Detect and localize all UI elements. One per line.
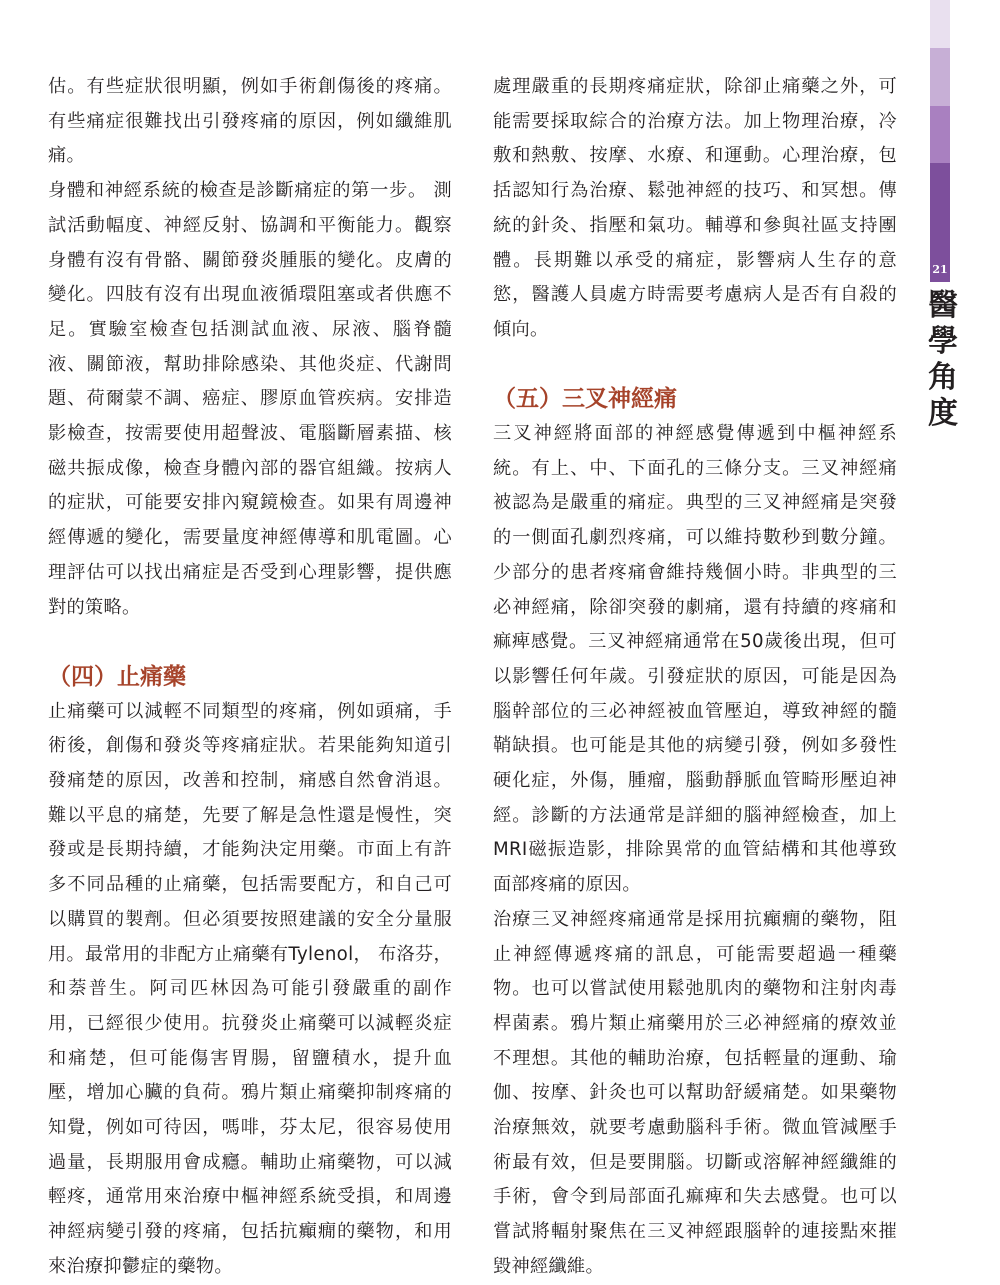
section-color-tab — [930, 0, 950, 258]
page-number: 21 — [930, 258, 950, 282]
paragraph-intro: 估。有些症狀很明顯，例如手術創傷後的疼痛。有些痛症很難找出引發疼痛的原因，例如纖維肌痛。 — [48, 76, 452, 167]
section-title-vertical: 醫學角度 — [928, 288, 958, 431]
tab-segment-lavender — [930, 48, 950, 106]
paragraph-combined-treatment: 處理嚴重的長期疼痛症狀，除卻止痛藥之外，可能需要採取綜合的治療方法。加上物理治療，冷敷和熱敷、按摩、水療、和運動。心理治療，包括認知行為治療、鬆弛神經的技巧、和冥想。傳統的針灸、指壓和氣功。輔導和參與社區支持團體。長期難以承受的痛症，影響病人生存的意慾，醫護人員處方時需要考慮病人是否有自殺的傾向。 — [493, 76, 897, 340]
heading-painkillers: （四）止痛藥 — [48, 662, 186, 690]
right-column — [493, 70, 897, 1285]
left-column — [48, 70, 452, 1285]
paragraph-trigeminal-description: 三叉神經將面部的神經感覺傳遞到中樞神經系統。有上、中、下面孔的三條分支。三叉神經痛被認為是嚴重的痛症。典型的三叉神經痛是突發的一側面孔劇烈疼痛，可以維持數秒到數分鐘。少部分的患者疼痛會維持幾個小時。非典型的三必神經痛，除卻突發的劇痛，還有持續的疼痛和痲痺感覺。三叉神經痛通常在50歲後出現，但可以影響任何年歲。引發症狀的原因，可能是因為腦幹部位的三必神經被血管壓迫，導致神經的髓鞘缺損。也可能是其他的病變引發，例如多發性硬化症，外傷，腫瘤，腦動靜脈血管畸形壓迫神經。診斷的方法通常是詳細的腦神經檢查，加上MRI磁振造影，排除異常的血管結構和其他導致面部疼痛的原因。 — [493, 423, 897, 896]
spacer — [48, 625, 452, 660]
tab-segment-light — [930, 0, 950, 48]
heading-trigeminal-neuralgia: （五）三叉神經痛 — [493, 385, 677, 413]
paragraph-examination: 身體和神經系統的檢查是診斷痛症的第一步。 測試活動幅度、神經反射、協調和平衡能力。觀察身體有沒有骨骼、關節發炎腫脹的變化。皮膚的變化。四肢有沒有出現血液循環阻塞或者供應不足。實驗室檢查包括測試血液、尿液、腦脊髓液、關節液，幫助排除感染、其他炎症、代謝問題、荷爾蒙不調、癌症、膠原血管疾病。安排造影檢查，按需要使用超聲波、電腦斷層素描、核磁共振成像，檢查身體內部的器官組織。按病人的症狀，可能要安排內窺鏡檢查。如果有周邊神經傳遞的變化，需要量度神經傳導和肌電圖。心理評估可以找出痛症是否受到心理影響，提供應對的策略。 — [48, 180, 452, 618]
spacer — [493, 348, 897, 383]
tab-segment-violet — [930, 106, 950, 163]
paragraph-trigeminal-treatment: 治療三叉神經疼痛通常是採用抗癲癇的藥物，阻止神經傳遞疼痛的訊息，可能需要超過一種藥物。也可以嘗試使用鬆弛肌肉的藥物和注射肉毒桿菌素。鴉片類止痛藥用於三必神經痛的療效並不理想。其他的輔助治療，包括輕量的運動、瑜伽、按摩、針灸也可以幫助舒緩痛楚。如果藥物治療無效，就要考慮動腦科手術。微血管減壓手術最有效，但是要開腦。切斷或溶解神經纖維的手術，會令到局部面孔痲痺和失去感覺。也可以嘗試將輻射聚焦在三叉神經跟腦幹的連接點來摧毀神經纖維。 — [493, 908, 897, 1277]
paragraph-painkillers: 止痛藥可以減輕不同類型的疼痛，例如頭痛，手術後，創傷和發炎等疼痛症狀。若果能夠知道引發痛楚的原因，改善和控制，痛感自然會消退。難以平息的痛楚，先要了解是急性還是慢性，突發或是長期持續，才能夠決定用藥。市面上有許多不同品種的止痛藥，包括需要配方，和自己可以購買的製劑。但必須要按照建議的安全分量服用。最常用的非配方止痛藥有Tylenol， 布洛芬，和萘普生。阿司匹林因為可能引發嚴重的副作用，已經很少使用。抗發炎止痛藥可以減輕炎症和痛楚，但可能傷害胃腸，留鹽積水，提升血壓，增加心臟的負荷。鴉片類止痛藥抑制疼痛的知覺，例如可待因，嗎啡，芬太尼，很容易使用過量，長期服用會成癮。輔助止痛藥物，可以減輕疼，通常用來治療中樞神經系統受損，和周邊神經病變引發的疼痛，包括抗癲癇的藥物，和用來治療抑鬱症的藥物。 — [48, 700, 452, 1277]
tab-segment-purple — [930, 163, 950, 258]
